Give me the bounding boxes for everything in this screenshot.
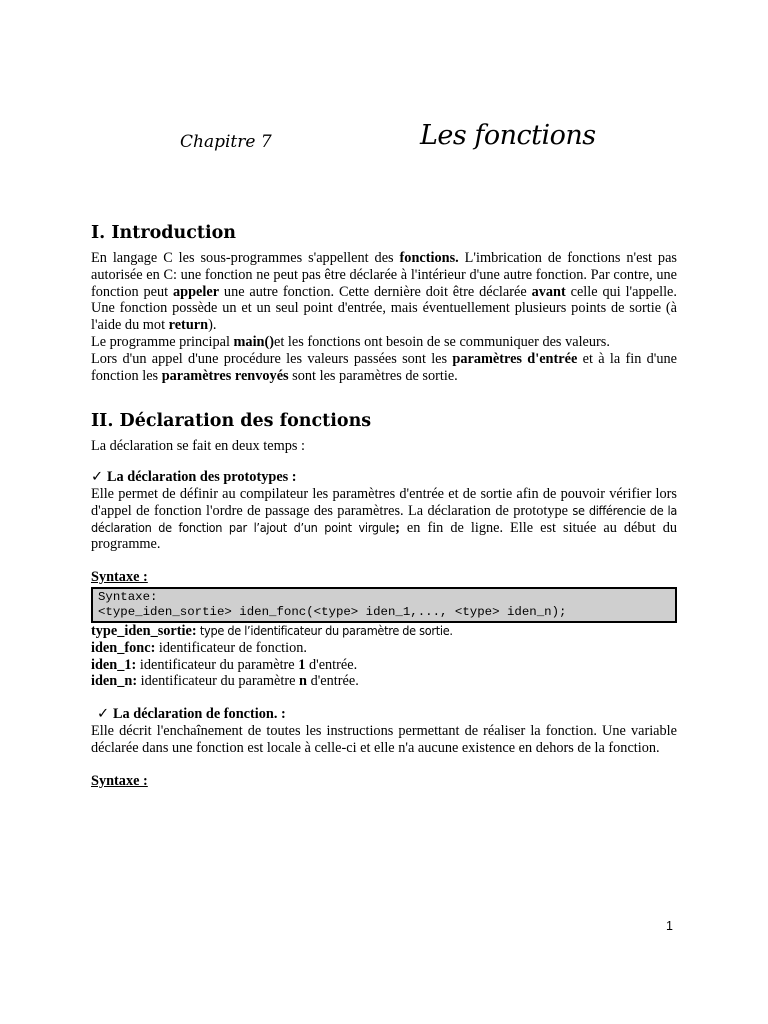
declaration-intro: La déclaration se fait en deux temps :	[91, 438, 305, 455]
bold-run: paramètres d'entrée	[452, 350, 578, 367]
bold-run: n	[299, 673, 307, 690]
syntax-label: Syntaxe :	[91, 772, 148, 789]
chapter-header	[0, 118, 768, 168]
text-run: L'imbrication de fonctions n'est pas autorisée en C: une fonction ne peut pas être déclarée à l'intérieur d'une autre fonction. Par contre, une fonction peut	[91, 250, 677, 300]
checkmark-icon: ✓	[91, 469, 103, 486]
subheading-text: La déclaration de fonction. :	[113, 706, 286, 723]
bold-run: ;	[395, 519, 400, 536]
intro-paragraph	[91, 250, 677, 334]
prototype-subheading	[91, 469, 677, 486]
main-paragraph	[91, 334, 677, 351]
text-run: Le programme principal	[91, 333, 234, 350]
text-run: Elle permet de définir au compilateur les paramètres d'entrée et de sortie afin de pouvoir vérifier lors d'appel de fonction l'ordre de passage des paramètres. La déclaration de prototype	[91, 485, 677, 519]
definition-item	[91, 623, 677, 640]
definition-term: iden_fonc:	[91, 639, 156, 656]
document-body	[91, 220, 677, 789]
definition-desc: identificateur du paramètre	[137, 673, 300, 690]
syntax-code-box	[91, 587, 677, 623]
parameters-paragraph	[91, 351, 677, 385]
text-run: ).	[208, 317, 217, 334]
text-run: en fin de ligne. Elle est située au début du programme.	[91, 519, 677, 553]
bold-run: appeler	[173, 283, 220, 300]
definition-desc: d'entrée.	[307, 673, 359, 690]
text-run: celle qui l'appelle. Une fonction possède un et un seul point d'entrée, mais éventuellement plusieurs points de sortie (à l'aide du mot	[91, 283, 677, 334]
subheading-text: La déclaration des prototypes :	[107, 469, 297, 486]
bold-run: main()	[233, 333, 275, 350]
definition-term: iden_n:	[91, 673, 138, 690]
code-line: Syntaxe:	[98, 589, 158, 604]
prototype-paragraph	[91, 486, 677, 553]
text-run: une autre fonction. Cette dernière doit être déclarée	[219, 283, 532, 300]
definition-desc: identificateur de fonction.	[155, 639, 307, 656]
definition-desc: d'entrée.	[305, 656, 358, 673]
syntax-label: Syntaxe :	[91, 569, 148, 586]
page-number: 1	[666, 919, 673, 933]
chapter-label: Chapitre 7	[180, 132, 272, 152]
sans-text-run: se différencie de la déclaration de fonction par l’ajout d’un point virgule	[91, 502, 677, 535]
text-run: En langage C les sous-programmes s'appellent des	[91, 250, 400, 266]
section-heading-introduction: I. Introduction	[91, 223, 236, 243]
chapter-title: Les fonctions	[420, 120, 596, 151]
bold-run: paramètres renvoyés	[161, 367, 289, 384]
function-declaration-subheading	[91, 706, 677, 723]
text-run: Lors d'un appel d'une procédure les valeurs passées sont les	[91, 350, 453, 367]
text-run: et les fonctions ont besoin de se communiquer des valeurs.	[274, 333, 610, 350]
text-run: et à la fin d'une fonction les	[91, 350, 677, 384]
definition-desc: type de l’identificateur du paramètre de sortie.	[196, 622, 453, 638]
bold-run: return	[168, 317, 209, 334]
code-line: <type_iden_sortie> iden_fonc(<type> iden_1,..., <type> iden_n);	[98, 604, 567, 619]
bold-run: avant	[531, 283, 566, 300]
function-declaration-paragraph: Elle décrit l'enchaînement de toutes les instructions permettant de réaliser la fonction. Une variable déclarée dans une fonction est locale à celle-ci et elle n'a aucune existence en dehors de la fonction.	[91, 722, 677, 756]
text-run: sont les paramètres de sortie.	[288, 367, 458, 384]
definition-item	[91, 673, 677, 690]
section-heading-declaration: II. Déclaration des fonctions	[91, 411, 372, 432]
definition-term: type_iden_sortie:	[91, 622, 197, 639]
definition-desc: identificateur du paramètre	[136, 656, 299, 673]
bold-run: 1	[298, 656, 306, 673]
definition-item	[91, 640, 677, 657]
bold-run: fonctions.	[399, 250, 459, 266]
definition-item	[91, 657, 677, 674]
definition-term: iden_1:	[91, 656, 137, 673]
checkmark-icon: ✓	[97, 706, 109, 723]
